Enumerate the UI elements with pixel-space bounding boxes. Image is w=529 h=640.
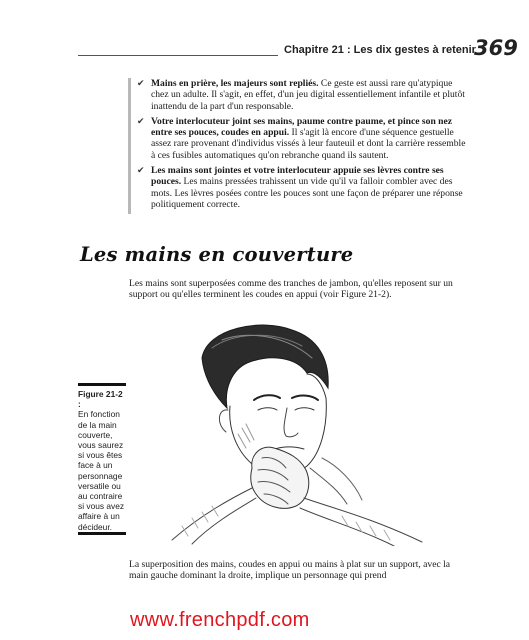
bullet-item — [137, 116, 472, 161]
paragraph-intro: Les mains sont superposées comme des tranches de jambon, qu'elles reposent sur un support ou qu'elles terminent les coudes en appui (voir Figure 21-2). — [129, 278, 453, 301]
bullet-list — [128, 78, 472, 214]
bullet-lead: Votre interlocuteur joint ses mains, paume contre paume, et pince son nez entre ses pouces, coudes en appui. — [151, 115, 453, 139]
section-title: Les mains en couverture — [80, 243, 354, 266]
figure-caption — [78, 389, 126, 532]
bullet-lead: Les mains sont jointes et votre interlocuteur appuie ses lèvres contre ses pouces. — [151, 165, 444, 188]
figure-caption-top-rule — [78, 383, 126, 386]
bullet-lead: Mains en prière, les majeurs sont repliés. — [151, 78, 319, 89]
figure-caption-text: En fonction de la main couverte, vous saurez si vous êtes face à un personnage versatile ou au contraire si vous avez affaire à un décideur. — [78, 409, 125, 532]
check-icon: ✔ — [137, 115, 145, 126]
check-icon: ✔ — [137, 78, 145, 88]
bullet-text: Ce geste est aussi rare qu'atypique chez un adulte. Il s'agit, en effet, d'un jeu digital essentiellement infantile et plutôt inattendu de la part d'un responsable. — [151, 78, 465, 112]
check-icon: ✔ — [137, 165, 145, 176]
bullet-text: Les mains pressées trahissent un vide qu'il va falloir combler avec des mots. Les lèvres posées contre les pouces sont une façon de préparer une réponse politiquement correcte. — [151, 176, 463, 210]
man-hands-illustration — [132, 318, 467, 546]
watermark-link[interactable]: www.frenchpdf.com — [130, 609, 310, 631]
header-rule — [78, 55, 278, 56]
page-number: 369 — [474, 36, 518, 60]
bullet-text: Il s'agit là encore d'une séquence gestuelle assez rare provenant d'individus vissés à leur fauteuil et dont la carrière ressemble à ces fusibles automatiques qu'on rebranche quand ils sautent. — [151, 127, 466, 161]
figure-caption-bottom-rule — [78, 532, 126, 535]
bullet-item — [137, 78, 472, 112]
chapter-header: Chapitre 21 : Les dix gestes à retenir — [284, 44, 476, 56]
paragraph-continued: La superposition des mains, coudes en appui ou mains à plat sur un support, avec la main gauche dominant la droite, implique un personnage qui prend — [129, 559, 451, 582]
bullet-item — [137, 165, 472, 210]
figure-label: Figure 21-2 : — [78, 389, 123, 410]
